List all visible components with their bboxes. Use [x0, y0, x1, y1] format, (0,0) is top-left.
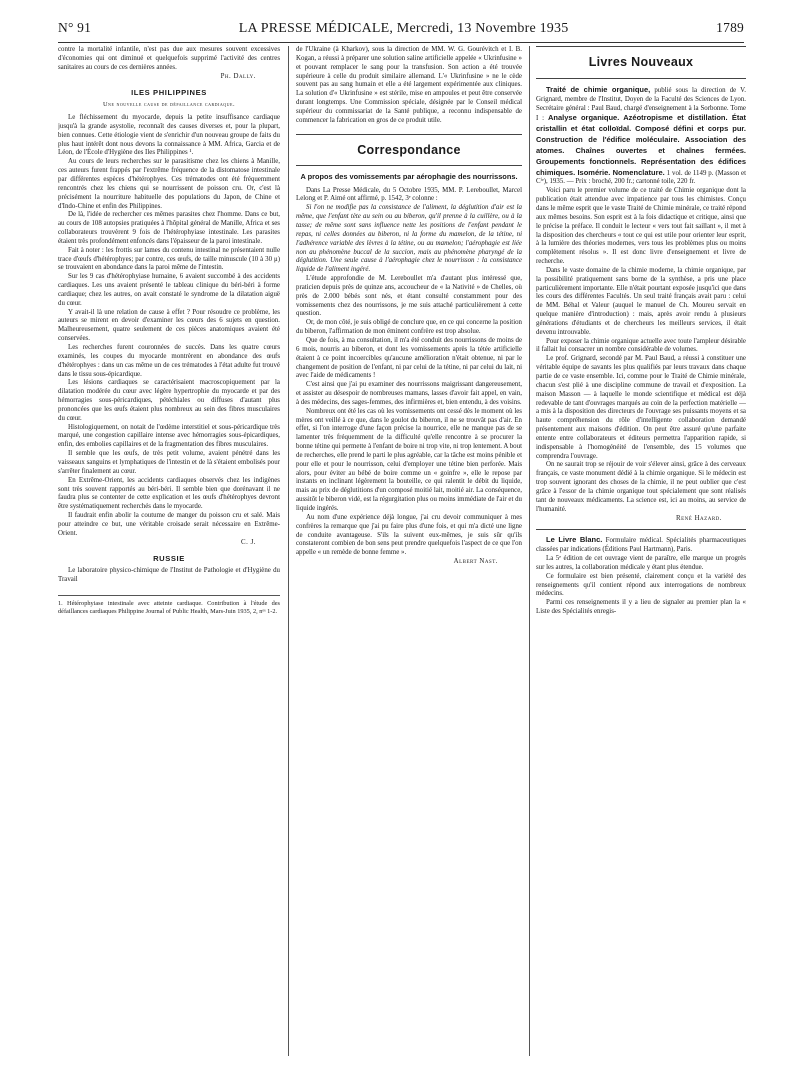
- paragraph: Pour exposer la chimie organique actuelle avec toute l'ampleur désirable il fallait lui consacrer un nombre considérable de volumes.: [536, 337, 746, 354]
- article-body: [58, 114, 280, 539]
- quote-text: Si l'on ne modifie pas la consistance de l'aliment, la déglutition d'air est la même, que l'enfant tète au sein ou au biberon, qu'il prenne à la cuillère, ou à la tasse; de même sont sans influence nette les positions de l'enfant pendant le repas, ni celles données au biberon, ni la forme du mamelon, de la tétine, ni l'adhérence variable des lèvres à la tétine, ou au mamelon; l'aérophagie est liée non au phénomène buccal de la succion, mais au phénomène pharyngé de la déglutition. Une seule cause à l'aérophagie chez le nourrisson : la consistance liquide de l'aliment ingéré.: [296, 204, 522, 274]
- book-title: Traité de chimie organique,: [546, 84, 651, 94]
- paragraph: Histologiquement, on notait de l'œdème interstitiel et sous-péricardique très marqué, une congestion capillaire intense avec hémorragies sous-épicardiques, enfin, des embolies capillaires et de la fragmentation des fibres musculaires.: [58, 423, 280, 449]
- section-title: Livres Nouveaux: [588, 55, 694, 69]
- paragraph: Il faudrait enfin abolir la coutume de manger du poisson cru et salé. Mais pour atteindre ce but, une véritable croisade serait nécessaire en Extrême-Orient.: [58, 512, 280, 537]
- quote-intro: Dans La Presse Médicale, du 5 Octobre 1935, MM. P. Lereboullet, Marcel Lelong et P. Aimé ont affirmé, p. 1542, 3ᵉ colonne :: [296, 186, 522, 203]
- column-2: [296, 46, 522, 1056]
- paragraph: Ce formulaire est bien présenté, clairement conçu et la variété des renseignements qu'il contient répond aux interrogations de nombreux médecins.: [536, 572, 746, 598]
- paragraph: L'étude approfondie de M. Lereboullet m'a d'autant plus intéressé que, praticien depuis près de quinze ans, accoucheur de « la Nativité » de Chelles, où près de 2.000 bébés sont nés, et étant consulté constamment pour des vomissements chez des nourrissons, je me suis attaché particulièrement à cette question.: [296, 275, 522, 318]
- paragraph: Voici paru le premier volume de ce traité de Chimie organique dont la publication était attendue avec impatience par tous les chimistes. Conçu dans le même esprit que le vaste Traité de Chimie minérale, ce traité répond aux mêmes besoins. Son esprit est à la fois didactique et critique, ainsi que le précise la préface. Il conduit le lecteur « vers tout fait saillant », il met à la disposition des chercheurs « tout ce qui est utile pour orienter leur esprit, à la lumière des théories modernes, vers tous les problèmes plus ou moins complètement résolus ». Il est donc livre d'enseignement et livre de recherche.: [536, 187, 746, 266]
- paragraph: Il semble que les œufs, de très petit volume, avaient pénétré dans les vaisseaux sanguins et lymphatiques de l'intestin et de là s'étaient embolisés pour s'arrêter finalement au cœur.: [58, 450, 280, 475]
- paragraph: On ne saurait trop se réjouir de voir s'élever ainsi, grâce à des cerveaux français, ce vaste monument dédié à la chimie organique. Si le médecin est trop souvent ignorant des choses de la chimie, il ne peut oublier que c'est grâce à l'essor de la chimie organique tout spécialement que sont réalisés tant de nouveaux médicaments. La science est, ici au moins, au service de l'humanité.: [536, 461, 746, 513]
- paragraph: La 5ᵉ édition de cet ouvrage vient de paraître, elle marque un progrès sur les autres, la collaboration médicale y étant plus étendue.: [536, 555, 746, 571]
- paragraph: Dans le vaste domaine de la chimie moderne, la chimie organique, par la possibilité pratiquement sans borne de la synthèse, a pris une place particulièrement importante. Elle n'était pourtant exposée jusqu'ici que dans les cours des différentes Facultés. Un seul traité français avait paru : celui de MM. Béhal et Valeur (auquel le manuel de Ch. Moureu servait en quelque manière d'introduction) : mais, après avoir rendu à plusieurs générations d'étudiants et de chercheurs les meilleurs services, il était devenu introuvable.: [536, 266, 746, 336]
- article-body: [296, 275, 522, 558]
- paragraph: Le prof. Grignard, secondé par M. Paul Baud, a réussi à constituer une véritable équipe de savants les plus qualifiés par leurs travaux dans chaque partie de ce vaste ensemble. Ici, comme pour le Traité de Chimie minérale, chacun s'est plié à une discipline commune de travail et d'exposition. La maison Masson — à laquelle le monde scientifique et médical est déjà redevable de tant d'ouvrages marqués au coin de la perfection matérielle — a mis à la disposition des directeurs de l'ouvrage ses puissants moyens et sa haute compréhension du rôle d'intelligente collaboration demandé présentement aux maisons d'édition. On peut être assuré qu'une parfaite entente entre collaborateurs et éditeurs permettra l'apparition rapide, si indispensable à l'homogénéité de l'ensemble, des 15 volumes que comprendra l'ouvrage.: [536, 355, 746, 460]
- book-intro: publié sous la direction de V. Grignard, membre de l'Institut, Doyen de la Faculté des Sciences de Lyon. Secrétaire général : Paul Baud, chargé d'enseignement à la Sorbonne. Tome I :: [536, 86, 746, 123]
- issue-number: N° 91: [58, 20, 92, 35]
- signature: C. J.: [241, 538, 256, 546]
- column-rule: [529, 46, 530, 1056]
- paragraph: Y avait-il là une relation de cause à effet ? Pour résoudre ce problème, les auteurs se mirent en devoir d'examiner les cœurs des 6 sujets en question. Malheureusement, quatre seulement de ces pièces anatomiques avaient été conservées.: [58, 308, 280, 343]
- book-intro: Formulaire médical. Spécialités pharmaceutiques classées par indications (Éditions Paul Hartmann), Paris.: [536, 537, 746, 554]
- book-title: Le Livre Blanc.: [546, 535, 603, 545]
- divider: [536, 529, 746, 530]
- book-entry: [536, 535, 746, 555]
- footnote: [58, 595, 280, 616]
- paragraph: Or, de mon côté, je suis obligé de conclure que, en ce qui concerne la position du biberon, l'affirmation de mon éminent confrère est trop absolue.: [296, 319, 522, 336]
- paragraph: C'est ainsi que j'ai pu examiner des nourrissons maigrissant dangereusement, et assister au désespoir de nombreuses mamans, lasses d'avoir fait appel, en vain, à des médecins, des sages-femmes, des infirmières et, bien entendu, à des voisins.: [296, 381, 522, 406]
- quote: [296, 204, 522, 275]
- signature: René Hazard.: [676, 514, 722, 522]
- book-details: 1 vol. de 1149 p. (Masson et Cⁱᵉ), 1935. — Prix : broché, 200 fr.; cartonné toile, 220 fr.: [536, 169, 746, 186]
- paragraph: Sur les 9 cas d'hétérophyiase humaine, 6 avaient succombé à des accidents cardiaques. Les uns avaient présenté le tableau clinique du béri-béri à forme cardiaque; chez les autres, on avait constaté le syndrome de la dilatation aiguë du cœur.: [58, 273, 280, 307]
- section-subtitle: Une nouvelle cause de défaillance cardiaque.: [102, 101, 236, 109]
- review-body: [536, 187, 746, 514]
- paragraph: Au cours de leurs recherches sur le parasitisme chez les chiens à Manille, ces auteurs furent frappés par l'extrême fréquence de la distomatose intestinale par différentes espèces d'hétérophyes. Ces trématodes ont été fréquemment rencontrés chez les chiens qui se nourrissent de poisson cru. Or, c'est là précisément la nourriture habituelle des populations du Japon, de Chine et d'Indo-Chine et enfin des Philippines.: [58, 158, 280, 210]
- signature: Albert Nast.: [453, 558, 498, 566]
- section-banner: [536, 46, 746, 79]
- article-title: A propos des vomissements par aérophagie des nourrissons.: [300, 172, 518, 182]
- paragraph: Au nom d'une expérience déjà longue, j'ai cru devoir communiquer à mes confrères la remarque que j'ai pu faire plus d'une fois, et qui m'a dicté une ligne de conduite avantageuse. S'ils la suivent eux-mêmes, je suis sûr qu'ils constateront combien de bon sens peut prendre quelquefois l'aspect de ce que l'on appelle « un remède de bonne femme ».: [296, 513, 522, 557]
- paragraph: Les recherches furent couronnées de succès. Dans les quatre cœurs examinés, les coupes du myocarde montrèrent en abondance des œufs d'hétérophyes : dans un cas même un de ces trématodes à l'état adulte fut trouvé dans le tissu sous-épicardique.: [58, 344, 280, 378]
- paragraph: Fait à noter : les frottis sur lames du contenu intestinal ne présentaient nulle trace d'œufs d'hétérophyes; par contre, ces œufs, de taille minuscule (10 à 30 μ) se trouvaient en abondance dans la paroi même de l'intestin.: [58, 246, 280, 272]
- column-3: [536, 46, 746, 1056]
- section-title: ILES PHILIPPINES: [131, 88, 207, 98]
- paragraph: Les lésions cardiaques se caractérisaient macroscopiquement par la dilatation modérée du cœur avec légère hypertrophie du myocarde et par des hémorragies sous-péricardiques, pétéchiales ou diffuses d'autant plus prononcées que les œufs étaient plus nombreux au sein des fibres musculaires du cœur.: [58, 379, 280, 422]
- column-rule: [288, 46, 289, 1056]
- paragraph: Le fléchissement du myocarde, depuis la petite insuffisance cardiaque jusqu'à la grande asystolie, reconnaît des causes diverses et, pour la plupart, bien connues. Cette étiologie vient de s'enrichir d'un nouveau groupe de faits du plus haut intérêt dont nous devons la connaissance à MM. Africa, Garcia et de Léon, de l'École d'Hygiène des Iles Philippines ¹.: [58, 114, 280, 157]
- paragraph: En Extrême-Orient, les accidents cardiaques observés chez les indigènes sont très souvent rapportés au béri-béri. Il semble bien que dorénavant il ne faudra plus se contenter de cette explication et les œufs d'hétérophyes devront être systématiquement recherchés dans le myocarde.: [58, 476, 280, 511]
- paragraph: Le laboratoire physico-chimique de l'Institut de Pathologie et d'Hygiène du Travail: [58, 567, 280, 584]
- paragraph: de l'Ukraine (à Kharkov), sous la direction de MM. W. G. Gourévitch et I. B. Kogan, a réussi à préparer une solution saline artificielle appelée « Ukrinfusine » et pouvant remplacer le sang pour la transfusion. Son action a été trouvée supérieure à celle du produit similaire allemand. L'« Ukrinfusine » ne le cède souvent pas au sang humain et elle a été largement expérimentée aux cliniques. La solution d'« Ukrinfusine » est stérile, mise en ampoules et peut être conservée durant longtemps. Une Commission spéciale, désignée par le Conseil médical supérieur du commissariat de la Santé publique, a reconnu indispensable de commencer la fabrication en gros de ce produit utile.: [296, 46, 522, 124]
- section-title: RUSSIE: [153, 554, 185, 564]
- section-title: Correspondance: [357, 142, 461, 157]
- intro-paragraph: contre la mortalité infantile, n'est pas due aux mesures souvent excessives d'économies qui ont diminué et quelquefois supprimé l'activité des centres sanitaires au cours de ces dernières années.: [58, 46, 280, 71]
- paragraph: De là, l'idée de rechercher ces mêmes parasites chez l'homme. Dans ce but, au cours de 108 autopsies pratiquées à l'hôpital général de Manille, Africa et ses collaborateurs trouvèrent 9 fois de l'hétérophyiase intestinale. Les parasites étaient très profondément enfoncés dans l'épaisseur de la paroi intestinale.: [58, 211, 280, 245]
- signature: Ph. Dally.: [220, 72, 256, 80]
- column-1: [58, 46, 280, 1056]
- page-number: 1789: [716, 20, 744, 35]
- journal-title: LA PRESSE MÉDICALE, Mercredi, 13 Novembre 1935: [238, 21, 569, 36]
- footnote-text: 1. Hétérophyiase intestinale avec atteinte cardiaque. Contribution à l'étude des défaillances cardiaques Philippine Journal of Public Health, Mars-Juin 1935, 2, nᵒˢ 1-2.: [58, 599, 280, 615]
- book-subtitle: Analyse organique. Azéotropisme et distillation. État cristallin et état colloïdal. Composé défini et corps pur. Construction de l'édifice moléculaire. Association des atomes. Chaînes ouvertes et chaînes fermées. Groupements fonctionnels. Représentation des édifices chimiques. Isomérie. Nomenclature.: [536, 113, 746, 177]
- section-banner: [296, 134, 522, 167]
- review-body: [536, 555, 746, 617]
- paragraph: Parmi ces renseignements il y a lieu de signaler au premier plan la « Liste des Spécialités enregis-: [536, 599, 746, 616]
- paragraph: Que de fois, à ma consultation, il m'a été conduit des nourrissons de moins de 6 mois, nourris au biberon, et dont les vomissements après la tétée artificielle étaient à ce point incoercibles qu'aucune amélioration n'était obtenue, ni par le changement de position de l'enfant, ni par celui de la tétine, ni par celui du lait, ni avec l'aide de médicaments !: [296, 336, 522, 380]
- paragraph: Nombreux ont été les cas où les vomissements ont cessé dès le moment où les mères ont veillé à ce que, dans le goulot du biberon, il ne se trouvât pas d'air. En effet, si l'on interroge d'une façon précise la nourrice, elle ne manque pas de se lamenter très fréquemment de la difficulté qu'elle rencontre à se procurer la bonne tétine qui permette à l'enfant de boire ni trop vite, ni trop lentement. A bout de recherches, elle prend le parti le plus agréable, car la tâche est moins pénible et pour elle et pour le nourrisson, celui d'employer une tétine bien perforée. Mais alors, pour éviter au bébé de boire comme un « goinfre », elle le repose par instants en inclinant légèrement la bouteille, ce qui ralentit le débit du liquide, mais au prix de déglutitions d'un composé moitié lait, moitié air. La conséquence, aussitôt le biberon vidé, est la régurgitation plus ou moins immédiate de l'air et du liquide ingérés.: [296, 407, 522, 513]
- page-header: [58, 20, 744, 43]
- book-entry: [536, 85, 746, 187]
